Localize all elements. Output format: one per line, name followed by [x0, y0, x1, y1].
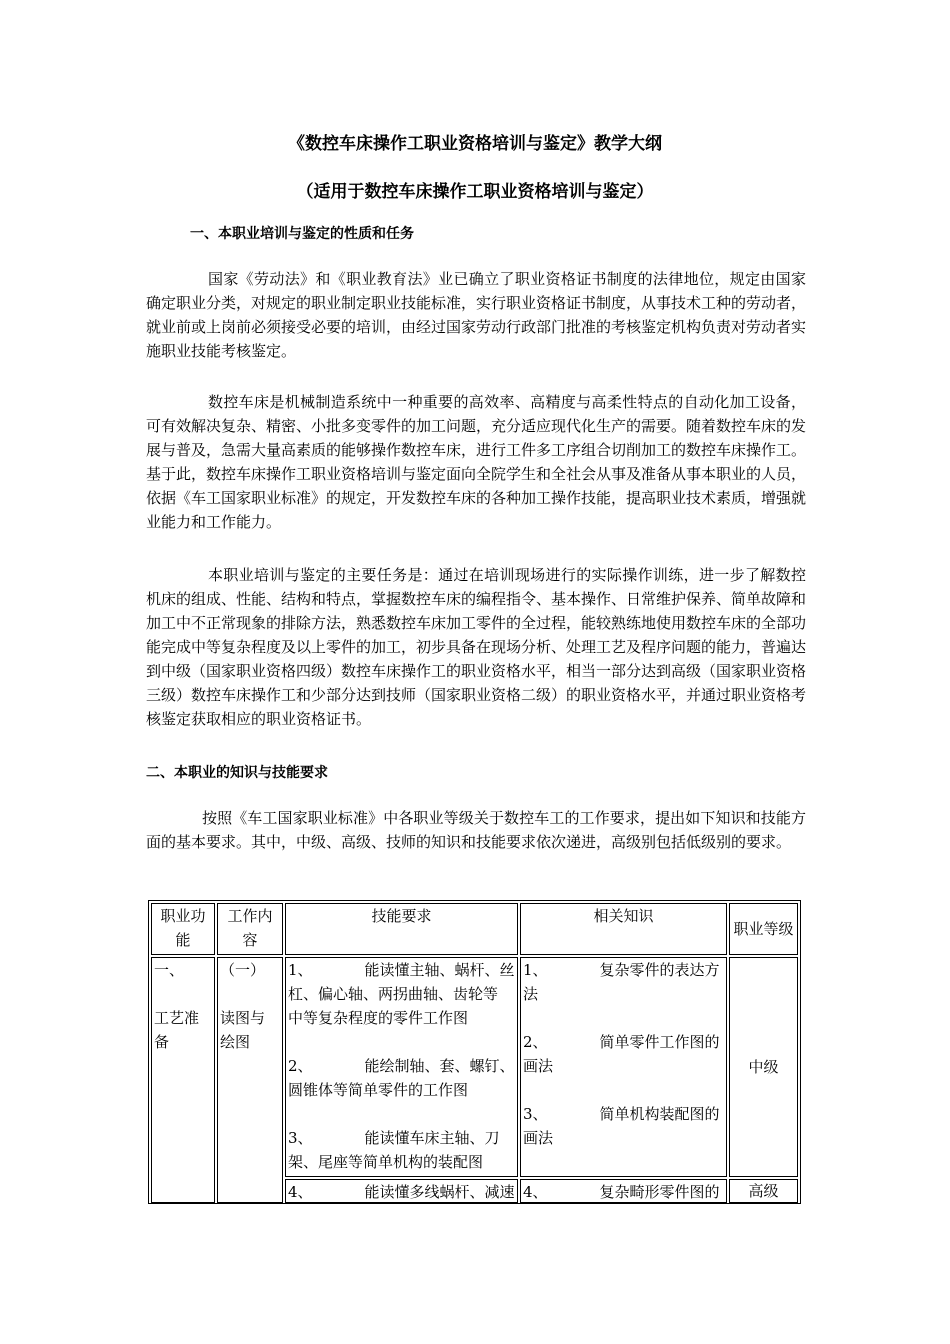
- level-intermediate: 中级: [729, 957, 798, 1177]
- header-level: 职业等级: [729, 903, 798, 955]
- section-2-heading: 二、本职业的知识与技能要求: [146, 765, 328, 781]
- document-subtitle: （适用于数控车床操作工职业资格培训与鉴定）: [296, 182, 654, 202]
- section-1-paragraph-3: 本职业培训与鉴定的主要任务是：通过在培训现场进行的实际操作训练，进一步了解数控机床的组成、性能、结构和特点，掌握数控车床的编程指令、基本操作、日常维护保养、简单故障和加工中不正常现象的排除方法，熟悉数控车床加工零件的全过程，能较熟练地使用数控车床的全部功能完成中等复杂程度及以上零件的加工，初步具备在现场分析、处理工艺及程序问题的能力，普遍达到中级（国家职业资格四级）数控车床操作工的职业资格水平，相当一部分达到高级（国家职业资格三级）数控车床操作工和少部分达到技师（国家职业资格二级）的职业资格水平，并通过职业资格考核鉴定获取相应的职业资格证书。: [146, 566, 807, 728]
- section-1-paragraph-2: 数控车床是机械制造系统中一种重要的高效率、高精度与高柔性特点的自动化加工设备，可有效解决复杂、精密、小批多变零件的加工问题，充分适应现代化生产的需要。随着数控车床的发展与普及，急需大量高素质的能够操作数控车床，进行工件多工序组合切削加工的数控车床操作工。基于此，数控车床操作工职业资格培训与鉴定面向全院学生和全社会从事及准备从事本职业的人员，依据《车工国家职业标准》的规定，开发数控车床的各种加工操作技能，提高职业技术素质，增强就业能力和工作能力。: [146, 393, 807, 531]
- section-1-paragraph-1: 国家《劳动法》和《职业教育法》业已确立了职业资格证书制度的法律地位，规定由国家确定职业分类，对规定的职业制定职业技能标准，实行职业资格证书制度，从事技术工种的劳动者，就业前或上岗前必须接受必要的培训，由经过国家劳动行政部门批准的考核鉴定机构负责对劳动者实施职业技能考核鉴定。: [146, 270, 807, 360]
- header-skill: 技能要求: [285, 903, 518, 955]
- header-knowledge: 相关知识: [520, 903, 727, 955]
- header-content: 工作内 容: [217, 903, 283, 955]
- section-2-paragraph: 按照《车工国家职业标准》中各职业等级关于数控车工的工作要求，提出如下知识和技能方面的基本要求。其中，中级、高级、技师的知识和技能要求依次递进，高级别包括低级别的要求。: [146, 809, 806, 851]
- level-advanced: 高级: [729, 1179, 798, 1203]
- header-function: 职业功 能: [151, 903, 215, 955]
- row-content: （一） 读图与 绘图: [217, 957, 283, 1203]
- skills-intermediate: 1、 能读懂主轴、蜗杆、丝 杠、偏心轴、两拐曲轴、齿轮等 中等复杂程度的零件工作图 2、 能绘制轴、套、螺钉、 圆锥体等简单零件的工作图 3、 能读懂车床主轴、刀 架、尾座等简单机构的装配图: [285, 957, 518, 1177]
- section-1-heading: 一、本职业培训与鉴定的性质和任务: [190, 226, 414, 242]
- row-function: 一、 工艺准 备: [151, 957, 215, 1203]
- document-title: 《数控车床操作工职业资格培训与鉴定》教学大纲: [288, 134, 662, 154]
- requirements-table: [148, 900, 801, 1204]
- skills-advanced: 4、 能读懂多线蜗杆、减速: [285, 1179, 518, 1203]
- knowledge-advanced: 4、 复杂畸形零件图的: [520, 1179, 727, 1203]
- knowledge-intermediate: 1、 复杂零件的表达方 法 2、 简单零件工作图的 画法 3、 简单机构装配图的 画法: [520, 957, 727, 1177]
